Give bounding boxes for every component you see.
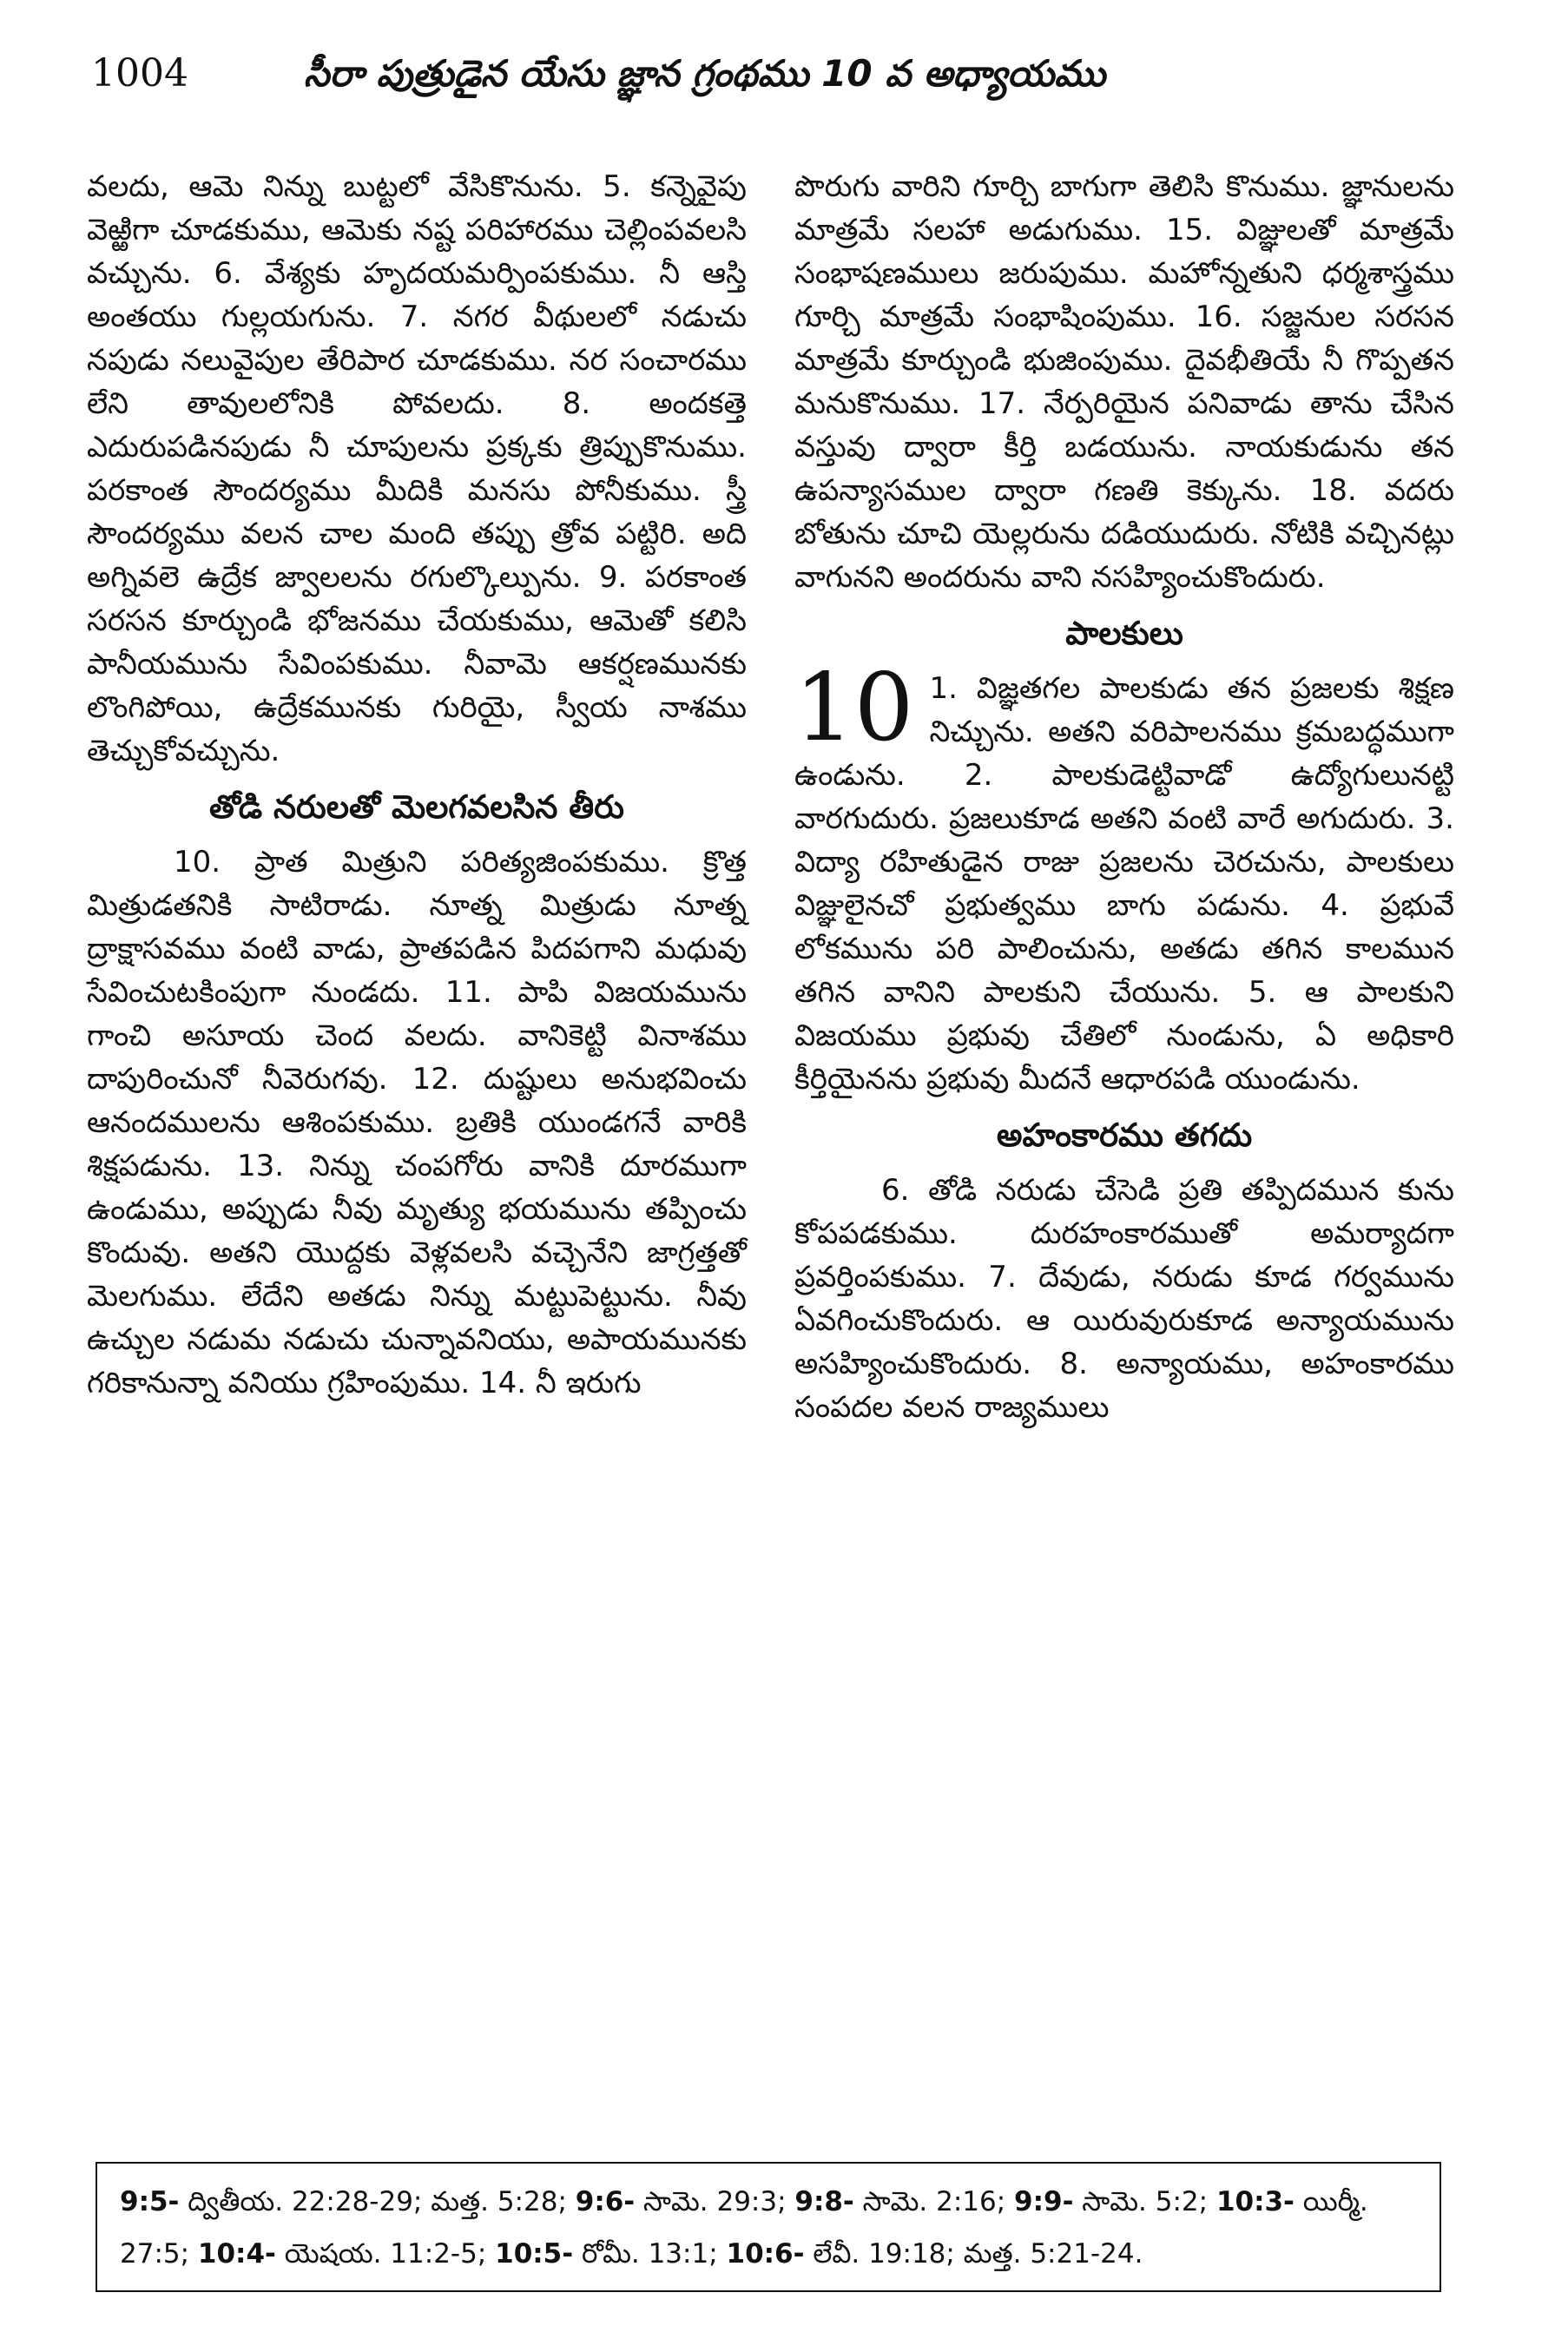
footnote-text: లేవీ. 19:18; మత్త. 5:21-24. [804, 2238, 1143, 2270]
footnote-ref: 9:5- [120, 2186, 180, 2217]
footnote-ref: 10:5- [495, 2238, 574, 2270]
chapter-opening [794, 654, 1454, 1101]
page-number: 1004 [91, 51, 188, 96]
section-heading: అహంకారము తగదు [996, 1117, 1253, 1154]
section-heading: పాలకులు [1065, 615, 1183, 652]
footnote-ref: 9:8- [794, 2186, 854, 2217]
footnote-ref: 10:4- [197, 2238, 276, 2270]
right-column [794, 165, 1454, 1429]
chapter-number: 10 [794, 654, 914, 762]
footnote-text: సామె. 29:3; [635, 2186, 795, 2217]
left-column [87, 165, 747, 1405]
body-paragraph: వలదు, ఆమె నిన్ను బుట్టలో వేసికొనును. 5. కన్నెవైపు వెఱ్ఱిగా చూడకుము, ఆమెకు నష్ట పరిహారము చెల్లింపవలసి వచ్చును. 6. వేశ్యకు హృదయమర్పింపకుము. నీ ఆస్తి అంతయు గుల్లయగును. 7. నగర వీథులలో నడుచు నపుడు నలువైపుల తేరిపార చూడకుము. నర సంచారము లేని తావులలోనికి పోవలదు. 8. అందకత్తె ఎదురుపడినపుడు నీ చూపులను ప్రక్కకు త్రిప్పుకొనుము. పరకాంత సౌందర్యము మీదికి మనసు పోనీకుము. స్త్రీ సౌందర్యము వలన చాల మంది తప్పు త్రోవ పట్టిరి. అది అగ్నివలె ఉద్రేక జ్వాలలను రగుల్కొల్పును. 9. పరకాంత సరసన కూర్చుండి భోజనము చేయకుము, ఆమెతో కలిసి పానీయమును సేవింపకుము. నీవామె ఆకర్షణమునకు లొంగిపోయి, ఉద్రేకమునకు గురియై, స్వీయ నాశము తెచ్చుకోవచ్చును. [87, 169, 747, 768]
body-paragraph: 1. విజ్ఞతగల పాలకుడు తన ప్రజలకు శిక్షణ నిచ్చును. అతని వరిపాలనము క్రమబద్ధముగా ఉండును. 2. పాలకుడెట్టివాడో ఉద్యోగులునట్టి వారగుదురు. ప్రజలుకూడ అతని వంటి వారే అగుదురు. 3. విద్యా రహితుడైన రాజు ప్రజలను చెరచును, పాలకులు విజ్ఞులైనచో ప్రభుత్వము బాగు పడును. 4. ప్రభువే లోకమును పరి పాలించును, అతడు తగిన కాలమున తగిన వానిని పాలకుని చేయును. 5. ఆ పాలకుని విజయము ప్రభువు చేతిలో నుండును, ఏ అధికారి కీర్తియైనను ప్రభువు మీదనే ఆధారపడి యుండును. [794, 671, 1454, 1097]
footnote-text: సామె. 2:16; [853, 2186, 1015, 2217]
footnote-text: యిర్మీ. 27:5; [120, 2186, 1368, 2270]
footnote-ref: 10:3- [1216, 2186, 1295, 2217]
footnote-text: ద్వితీయ. 22:28-29; మత్త. 5:28; [179, 2186, 576, 2217]
footnote-text: సామె. 5:2; [1073, 2186, 1216, 2217]
footnote-box [96, 2162, 1441, 2292]
footnote-ref: 10:6- [726, 2238, 805, 2270]
footnote-text: రోమీ. 13:1; [573, 2238, 727, 2270]
body-paragraph: 6. తోడి నరుడు చేసెడి ప్రతి తప్పిదమున కును కోపపడకుము. దురహంకారముతో అమర్యాదగా ప్రవర్తింపకుము. 7. దేవుడు, నరుడు కూడ గర్వమును ఏవగించుకొందురు. ఆ యిరువురుకూడ అన్యాయమును అసహ్యించుకొందురు. 8. అన్యాయము, అహంకారము సంపదల వలన రాజ్యములు [794, 1173, 1454, 1425]
footnote-ref: 9:9- [1014, 2186, 1074, 2217]
footnote-text: యెషయ. 11:2-5; [275, 2238, 496, 2270]
body-paragraph: 10. ప్రాత మిత్రుని పరిత్యజింపకుము. క్రొత్త మిత్రుడతనికి సాటిరాడు. నూత్న మిత్రుడు నూత్న ద్రాక్షాసవము వంటి వాడు, ప్రాతపడిన పిదపగాని మధువు సేవించుటకింపుగా నుండదు. 11. పాపి విజయమును గాంచి అసూయ చెంద వలదు. వానికెట్టి వినాశము దాపురించునో నీవెరుగవు. 12. దుష్టులు అనుభవించు ఆనందములను ఆశింపకుము. బ్రతికి యుండగనే వారికి శిక్షపడును. 13. నిన్ను చంపగోరు వానికి దూరముగా ఉండుము, అప్పుడు నీవు మృత్యు భయమును తప్పించు కొందువు. అతని యొద్దకు వెళ్లవలసి వచ్చెనేని జాగ్రత్తతో మెలగుము. లేదేని అతడు నిన్ను మట్టుపెట్టును. నీవు ఉచ్చుల నడుమ నడుచు చున్నావనియు, అపాయమునకు గరికానున్నా వనియు గ్రహింపుము. 14. నీ ఇరుగు [87, 845, 747, 1400]
footnote-ref: 9:6- [575, 2186, 636, 2217]
body-paragraph: పొరుగు వారిని గూర్చి బాగుగా తెలిసి కొనుము. జ్ఞానులను మాత్రమే సలహా అడుగుము. 15. విజ్ఞులతో మాత్రమే సంభాషణములు జరుపుము. మహోన్నతుని ధర్మశాస్త్రము గూర్చి మాత్రమే సంభాషింపుము. 16. సజ్జనుల సరసన మాత్రమే కూర్చుండి భుజింపుము. దైవభీతియే నీ గొప్పతన మనుకొనుము. 17. నేర్పరియైన పనివాడు తాను చేసిన వస్తువు ద్వారా కీర్తి బడయును. నాయకుడును తన ఉపన్యాసముల ద్వారా గణతి కెక్కును. 18. వదరు బోతును చూచి యెల్లరును దడియుదురు. నోటికి వచ్చినట్లు వాగునని అందరును వాని నసహ్యించుకొందురు. [794, 169, 1454, 595]
page-header [91, 48, 1480, 109]
section-heading: తోడి నరులతో మెలగవలసిన తీరు [209, 788, 624, 826]
running-title: సీరా పుత్రుడైన యేసు జ్ఞాన గ్రంథము 10 వ అధ్యాయము [304, 52, 1106, 95]
